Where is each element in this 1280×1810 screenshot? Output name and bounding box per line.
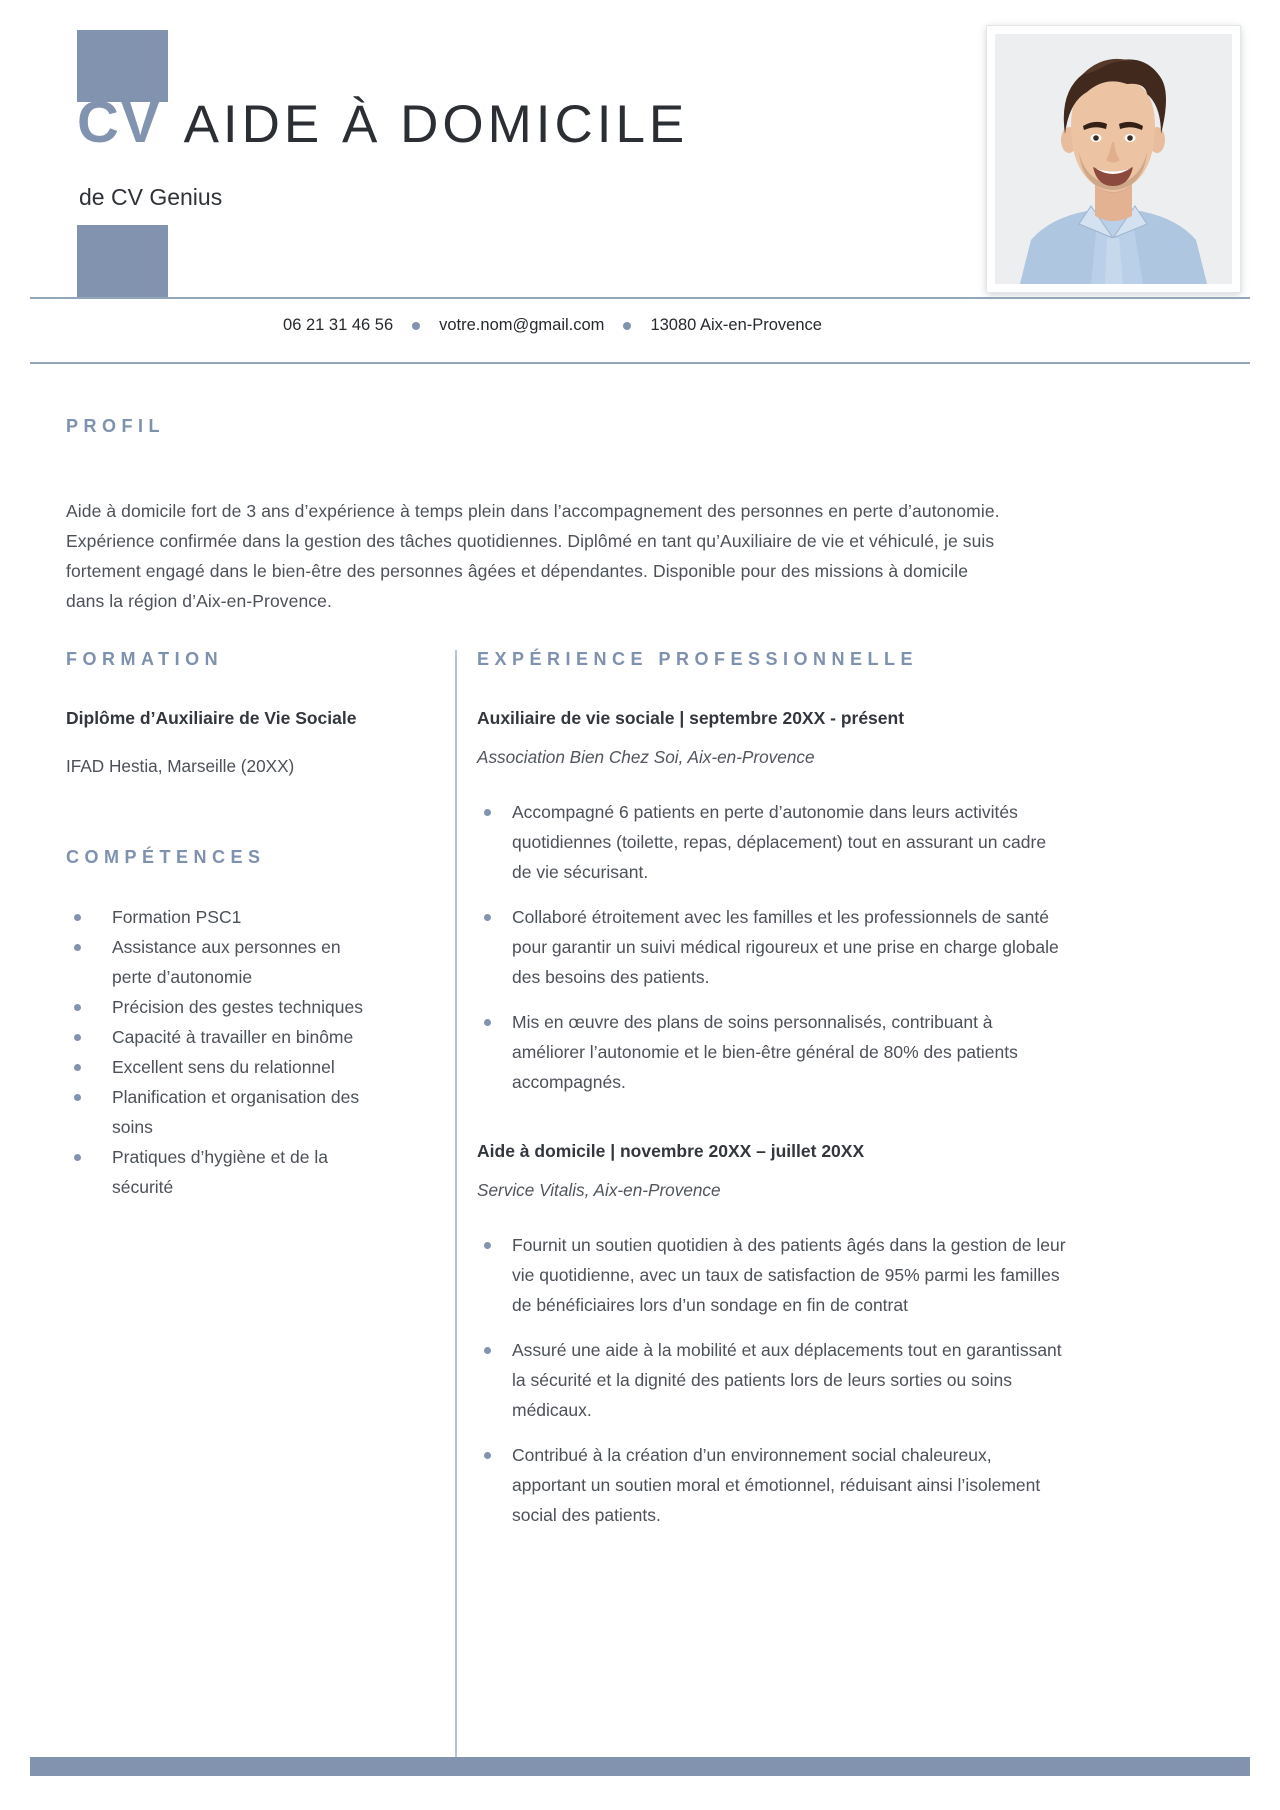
experience-bullet: Fournit un soutien quotidien à des patients âgés dans la gestion de leur vie quotidienne, avec un taux de satisfaction de 95% parmi les familles de bénéficiaires lors d’un sondage en fin de contrat bbox=[477, 1230, 1067, 1320]
job-entry bbox=[477, 704, 1067, 1097]
section-heading-formation: FORMATION bbox=[66, 649, 224, 669]
contact-divider-line bbox=[30, 362, 1250, 364]
section-heading-profil: PROFIL bbox=[66, 416, 165, 436]
experience-bullet: Assuré une aide à la mobilité et aux déplacements tout en garantissant la sécurité et la dignité des patients lors de leurs sorties ou soins médicaux. bbox=[477, 1335, 1067, 1425]
job-title: Auxiliaire de vie sociale | septembre 20XX - présent bbox=[477, 708, 905, 728]
column-divider-line bbox=[455, 650, 457, 1757]
phone-number: 06 21 31 46 56 bbox=[283, 316, 394, 334]
skill-item: Précision des gestes techniques bbox=[66, 992, 384, 1022]
skills-list bbox=[66, 902, 432, 1202]
page-title: AIDE À DOMICILE bbox=[183, 95, 689, 154]
skill-item: Capacité à travailler en binôme bbox=[66, 1022, 384, 1052]
page-subtitle: de CV Genius bbox=[79, 184, 223, 210]
email-address: votre.nom@gmail.com bbox=[439, 316, 605, 334]
job-organization: Service Vitalis, Aix-en-Provence bbox=[477, 1180, 721, 1200]
brand-row bbox=[77, 90, 689, 155]
experience-bullet: Collaboré étroitement avec les familles et les professionnels de santé pour garantir un suivi médical rigoureux et une prise en charge globale des besoins des patients. bbox=[477, 902, 1067, 992]
accent-square-bottom bbox=[77, 225, 168, 298]
skill-item: Assistance aux personnes en perte d’autonomie bbox=[66, 932, 384, 992]
experience-bullet: Accompagné 6 patients en perte d’autonomie dans leurs activités quotidiennes (toilette, repas, déplacement) tout en assurant un cadre de vie sécurisant. bbox=[477, 797, 1067, 887]
location-text: 13080 Aix-en-Provence bbox=[650, 316, 822, 334]
separator-dot-icon bbox=[623, 322, 631, 330]
cv-logo: CV bbox=[77, 90, 162, 155]
contact-row bbox=[30, 316, 1075, 335]
footer-accent-bar bbox=[30, 1757, 1250, 1776]
experience-bullet: Contribué à la création d’un environnement social chaleureux, apportant un soutien moral et émotionnel, réduisant ainsi l’isolement social des patients. bbox=[477, 1440, 1067, 1530]
job-bullet-list bbox=[477, 1230, 1067, 1530]
separator-dot-icon bbox=[412, 322, 420, 330]
portrait-illustration bbox=[995, 34, 1232, 284]
experience-bullet: Mis en œuvre des plans de soins personnalisés, contribuant à améliorer l’autonomie et le bien-être général de 80% des patients accompagnés. bbox=[477, 1007, 1067, 1097]
job-organization: Association Bien Chez Soi, Aix-en-Provence bbox=[477, 747, 815, 767]
profile-paragraph: Aide à domicile fort de 3 ans d’expérience à temps plein dans l’accompagnement des personnes en perte d’autonomie. Expérience confirmée dans la gestion des tâches quotidiennes. Diplômé en tant qu’Auxiliaire de vie et véhiculé, je suis fortement engagé dans le bien-être des personnes âgées et dépendantes. Disponible pour des missions à domicile dans la région d’Aix-en-Provence. bbox=[66, 500, 1000, 611]
skill-item: Planification et organisation des soins bbox=[66, 1082, 384, 1142]
degree-title: Diplôme d’Auxiliaire de Vie Sociale bbox=[66, 708, 357, 728]
skill-item: Formation PSC1 bbox=[66, 902, 384, 932]
section-heading-experience: EXPÉRIENCE PROFESSIONNELLE bbox=[477, 649, 919, 669]
right-column bbox=[477, 648, 1067, 1570]
section-heading-competences: COMPÉTENCES bbox=[66, 847, 266, 867]
job-bullet-list bbox=[477, 797, 1067, 1097]
job-title: Aide à domicile | novembre 20XX – juillet 20XX bbox=[477, 1141, 865, 1161]
header-divider-line bbox=[30, 297, 1250, 299]
skill-item: Pratiques d’hygiène et de la sécurité bbox=[66, 1142, 384, 1202]
profile-photo bbox=[987, 26, 1240, 292]
left-column bbox=[66, 648, 432, 1202]
job-entry bbox=[477, 1137, 1067, 1530]
school-line: IFAD Hestia, Marseille (20XX) bbox=[66, 756, 295, 776]
skill-item: Excellent sens du relationnel bbox=[66, 1052, 384, 1082]
